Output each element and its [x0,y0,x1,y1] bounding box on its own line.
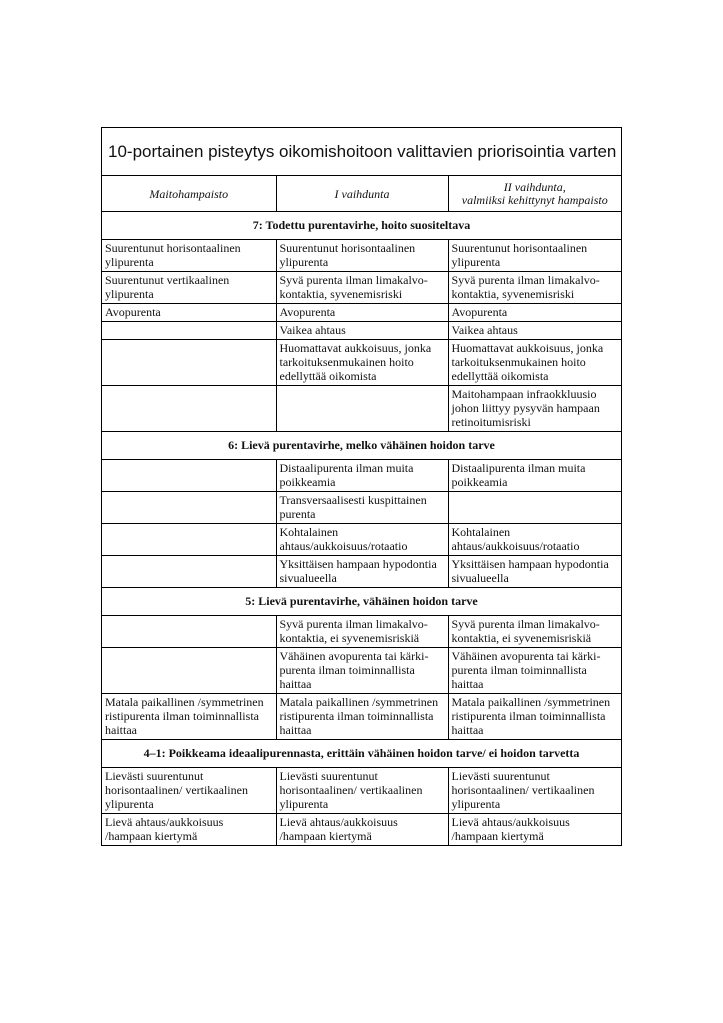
table-cell [102,322,276,340]
table-cell [102,460,276,492]
section-heading: 4–1: Poikkeama ideaalipurennasta, erittäin vähäinen hoidon tarve/ ei hoidon tarvetta [102,740,621,768]
table-cell: Avopurenta [448,304,621,322]
section-heading: 5: Lievä purentavirhe, vähäinen hoidon tarve [102,588,621,616]
table-cell: Yksittäisen hampaan hypodontia sivualueella [276,556,448,588]
table-cell [102,340,276,386]
table-body [102,212,621,846]
table-cell: Lievä ahtaus/aukkoisuus /hampaan kiertymä [102,814,276,846]
table-cell: Huomattavat aukkoisuus, jonka tarkoituksenmukainen hoito edellyttää oikomista [276,340,448,386]
table-cell: Vaikea ahtaus [448,322,621,340]
table-row [102,272,621,304]
column-header-second-transition-text: II vaihdunta, valmiiksi kehittynyt hampaisto [461,179,608,207]
table-cell: Lievästi suurentunut horisontaalinen/ vertikaalinen ylipurenta [102,768,276,814]
table-cell: Lievä ahtaus/aukkoisuus /hampaan kiertymä [276,814,448,846]
section-heading-row [102,588,621,616]
table-row [102,524,621,556]
table-cell: Transversaalisesti kuspittainen purenta [276,492,448,524]
table-cell [448,492,621,524]
table-cell: Maitohampaan infraokkluusio johon liittyy pysyvän hampaan retinoitumisriski [448,386,621,432]
table-cell: Avopurenta [276,304,448,322]
table-cell: Kohtalainen ahtaus/aukkoisuus/rotaatio [276,524,448,556]
table-cell: Lievästi suurentunut horisontaalinen/ vertikaalinen ylipurenta [448,768,621,814]
table-cell: Lievä ahtaus/aukkoisuus /hampaan kiertymä [448,814,621,846]
table-row [102,240,621,272]
section-heading-row [102,740,621,768]
table-cell: Kohtalainen ahtaus/aukkoisuus/rotaatio [448,524,621,556]
table-row [102,340,621,386]
table-row [102,648,621,694]
table-row [102,492,621,524]
column-header-primary-dentition: Maitohampaisto [102,176,276,212]
table-cell [102,556,276,588]
table-cell: Huomattavat aukkoisuus, jonka tarkoituksenmukainen hoito edellyttää oikomista [448,340,621,386]
section-heading: 6: Lievä purentavirhe, melko vähäinen hoidon tarve [102,432,621,460]
table-row [102,556,621,588]
table-cell: Vähäinen avopurenta tai kärki-purenta ilman toiminnallista haittaa [276,648,448,694]
table-cell: Vähäinen avopurenta tai kärki-purenta ilman toiminnallista haittaa [448,648,621,694]
scoring-document [101,127,622,846]
table-cell [102,648,276,694]
table-row [102,814,621,846]
table-row [102,616,621,648]
table-cell [102,386,276,432]
table-row [102,768,621,814]
table-cell [102,492,276,524]
document-title: 10-portainen pisteytys oikomishoitoon valittavien priorisointia varten [102,128,621,176]
table-cell: Syvä purenta ilman limakalvo-kontaktia, syvenemisriski [448,272,621,304]
table-row [102,386,621,432]
table-cell: Matala paikallinen /symmetrinen ristipurenta ilman toiminnallista haittaa [448,694,621,740]
table-cell: Syvä purenta ilman limakalvo-kontaktia, ei syvenemisriskiä [276,616,448,648]
scoring-table [102,176,621,845]
section-heading-row [102,212,621,240]
table-cell [102,524,276,556]
table-cell [102,616,276,648]
table-cell: Suurentunut horisontaalinen ylipurenta [102,240,276,272]
table-row [102,694,621,740]
table-cell: Lievästi suurentunut horisontaalinen/ vertikaalinen ylipurenta [276,768,448,814]
table-row [102,322,621,340]
table-row [102,460,621,492]
table-cell: Distaalipurenta ilman muita poikkeamia [448,460,621,492]
section-heading: 7: Todettu purentavirhe, hoito suositeltava [102,212,621,240]
table-cell: Distaalipurenta ilman muita poikkeamia [276,460,448,492]
table-cell: Suurentunut vertikaalinen ylipurenta [102,272,276,304]
table-cell: Avopurenta [102,304,276,322]
column-header-second-transition [448,176,621,212]
table-cell: Matala paikallinen /symmetrinen ristipurenta ilman toiminnallista haittaa [102,694,276,740]
table-cell: Syvä purenta ilman limakalvo-kontaktia, syvenemisriski [276,272,448,304]
table-cell: Vaikea ahtaus [276,322,448,340]
table-cell: Matala paikallinen /symmetrinen ristipurenta ilman toiminnallista haittaa [276,694,448,740]
table-cell: Yksittäisen hampaan hypodontia sivualueella [448,556,621,588]
table-cell [276,386,448,432]
table-cell: Syvä purenta ilman limakalvo-kontaktia, ei syvenemisriskiä [448,616,621,648]
table-row [102,304,621,322]
section-heading-row [102,432,621,460]
table-cell: Suurentunut horisontaalinen ylipurenta [276,240,448,272]
table-header-row [102,176,621,212]
column-header-first-transition: I vaihdunta [276,176,448,212]
table-cell: Suurentunut horisontaalinen ylipurenta [448,240,621,272]
